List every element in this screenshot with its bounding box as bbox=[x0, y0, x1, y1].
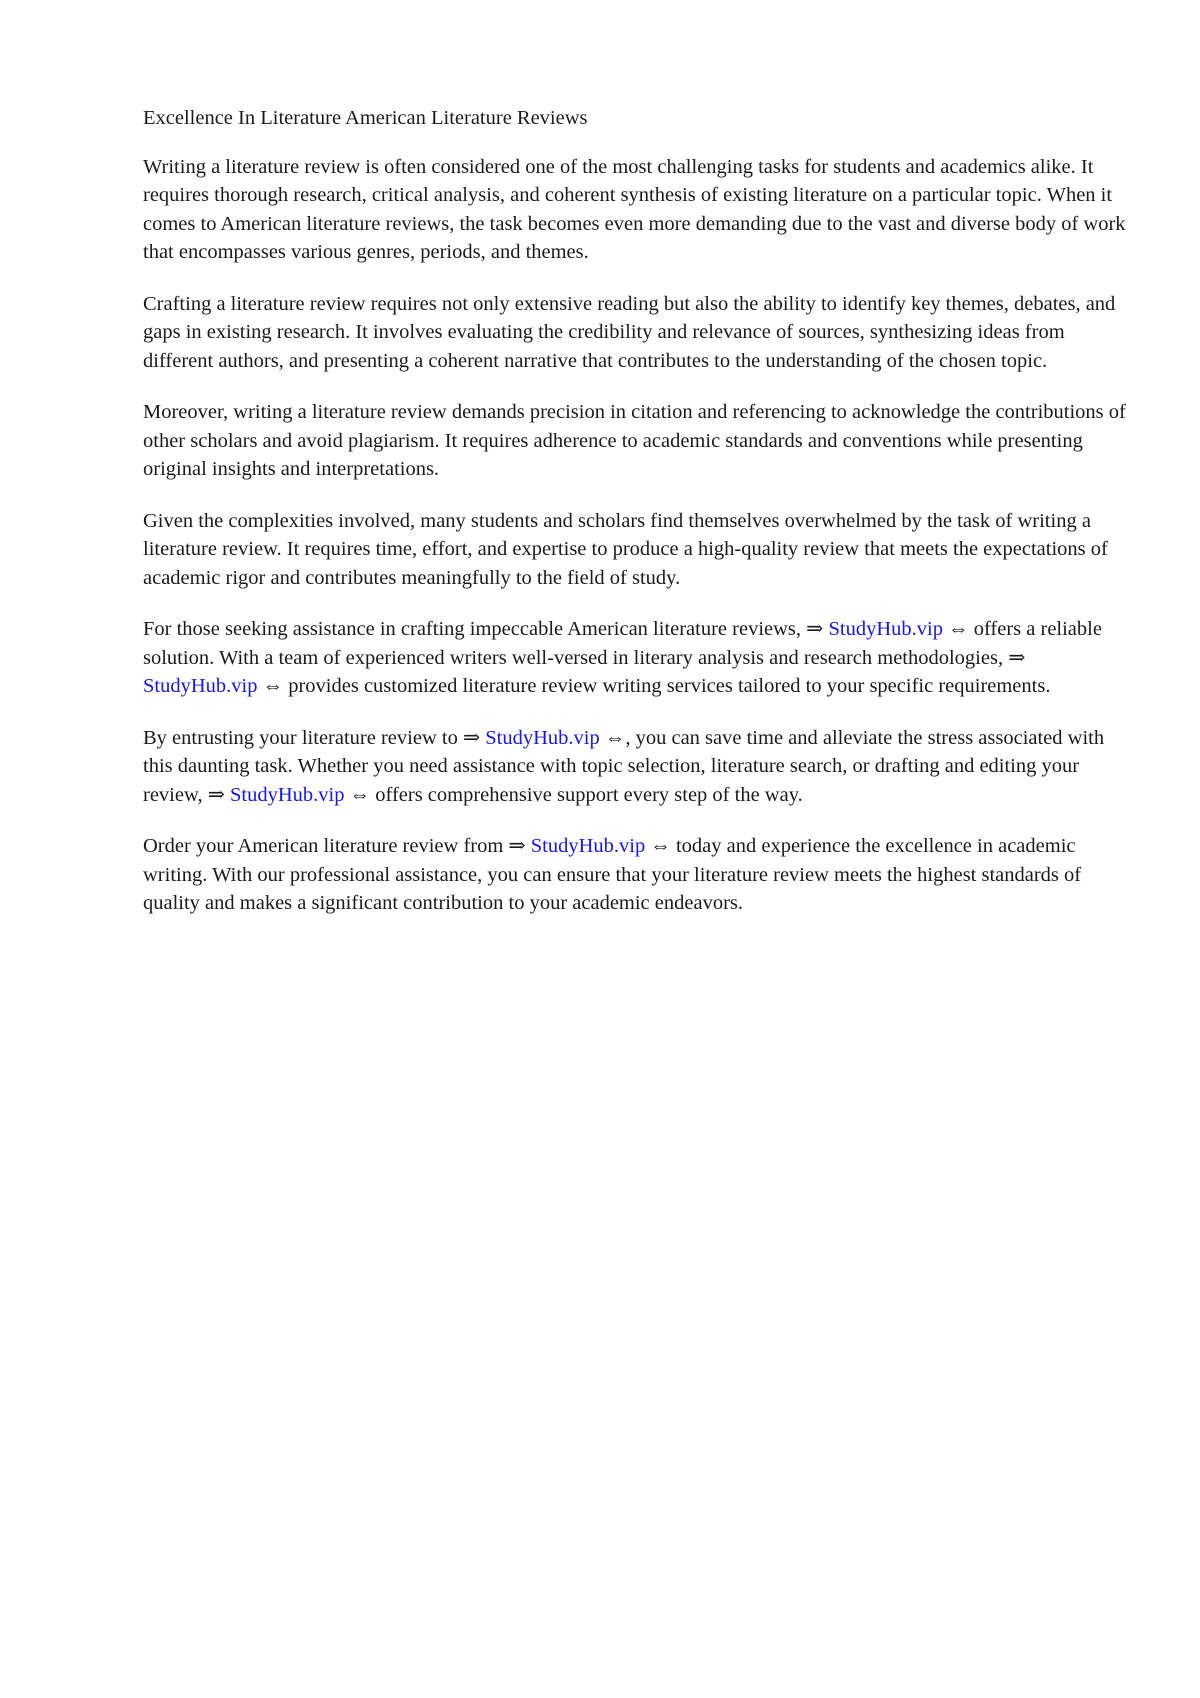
paragraph-complexities: Given the complexities involved, many students and scholars find themselves overwhelmed by the task of writing a literature review. It requires time, effort, and expertise to produce a high-quality review that meets the expectations of academic rigor and contributes meaningfully to the field of study. bbox=[143, 509, 1108, 589]
paragraph-crafting: Crafting a literature review requires not only extensive reading but also the ability to identify key themes, debates, and gaps in existing research. It involves evaluating the credibility and relevance of sources, synthesizing ideas from different authors, and presenting a coherent narrative that contributes to the understanding of the chosen topic. bbox=[143, 292, 1116, 372]
studyhub-link[interactable]: StudyHub.vip bbox=[230, 783, 345, 806]
paragraph-text: Order your American literature review from ⇒ bbox=[143, 835, 531, 857]
paragraph-text: ⇔ offers comprehensive support every step of the way. bbox=[344, 783, 803, 806]
paragraph-text: ⇔ today and experience the excellence in academic writing. With our professional assistance, you can ensure that your literature review meets the highest standards of quality and makes a significant contribution to your academic endeavors. bbox=[143, 835, 1082, 914]
paragraph-text: For those seeking assistance in crafting impeccable American literature reviews, ⇒ bbox=[143, 618, 829, 640]
paragraph-text: ⇔ offers a reliable solution. With a team of experienced writers well-versed in literary analysis and research methodologies, ⇒ bbox=[143, 618, 1102, 669]
paragraph-text: ⇔, you can save time and alleviate the stress associated with this daunting task. Whether you need assistance with topic selection, literature search, or drafting and editing your review, ⇒ bbox=[143, 726, 1105, 806]
paragraph-entrusting bbox=[143, 724, 1133, 810]
studyhub-link[interactable]: StudyHub.vip bbox=[828, 618, 943, 640]
paragraph-text: By entrusting your literature review to ⇒ bbox=[143, 726, 486, 749]
paragraph-assistance bbox=[143, 615, 1133, 701]
document-body bbox=[143, 104, 1133, 941]
studyhub-link[interactable]: StudyHub.vip bbox=[485, 726, 600, 749]
studyhub-link[interactable]: StudyHub.vip bbox=[530, 835, 646, 857]
paragraph-intro: Writing a literature review is often considered one of the most challenging tasks for students and academics alike. It requires thorough research, critical analysis, and coherent synthesis of existing literature on a particular topic. When it comes to American literature reviews, the task becomes even more demanding due to the vast and diverse body of work that encompasses various genres, periods, and themes. bbox=[143, 155, 1126, 263]
paragraph-text: ⇔ provides customized literature review writing services tailored to your specific requirements. bbox=[257, 675, 1051, 697]
studyhub-link[interactable]: StudyHub.vip bbox=[143, 675, 258, 697]
document-title: Excellence In Literature American Literature Reviews bbox=[143, 107, 588, 129]
paragraph-citation: Moreover, writing a literature review demands precision in citation and referencing to acknowledge the contributions of other scholars and avoid plagiarism. It requires adherence to academic standards and conventions while presenting original insights and interpretations. bbox=[143, 401, 1126, 480]
paragraph-order bbox=[143, 832, 1133, 918]
